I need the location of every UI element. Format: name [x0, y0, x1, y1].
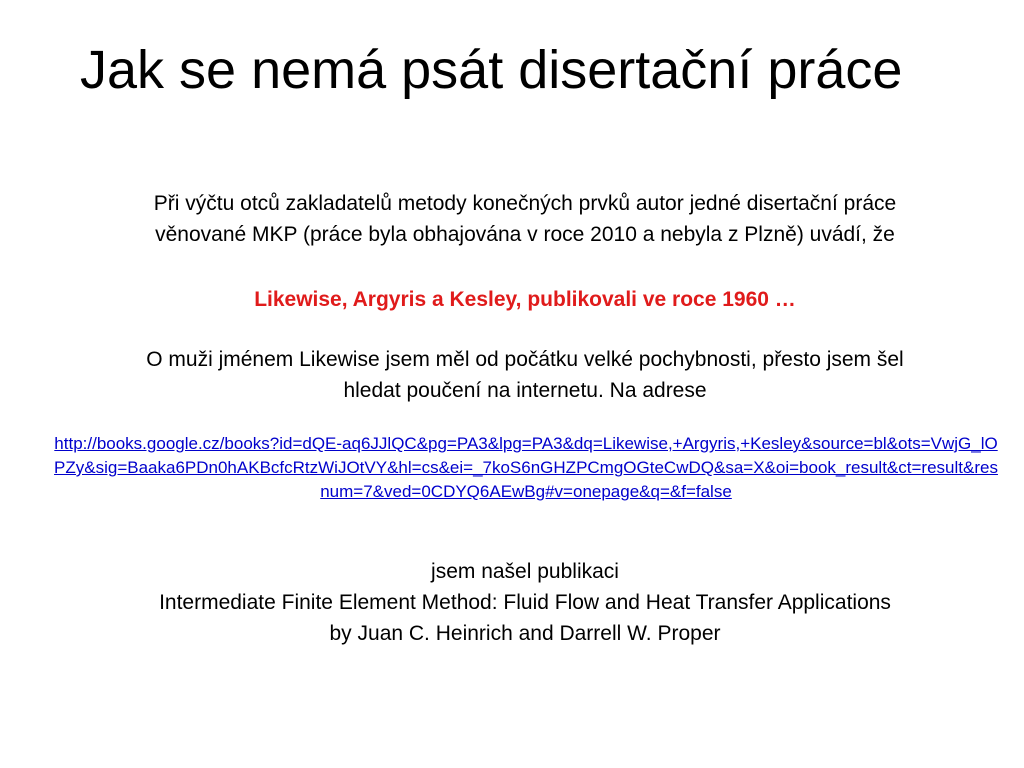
publication-authors: by Juan C. Heinrich and Darrell W. Proper — [329, 622, 721, 645]
publication-paragraph — [40, 556, 1010, 649]
intro-paragraph — [40, 188, 1010, 250]
found-line-1: jsem našel publikaci — [431, 560, 619, 583]
intro-line-1: Při výčtu otců zakladatelů metody konečných prvků autor jedné disertační práce — [153, 192, 897, 215]
intro-line-2: věnované MKP (práce byla obhajována v roce 2010 a nebyla z Plzně) uvádí, že — [155, 223, 895, 246]
quoted-citation: Likewise, Argyris a Kesley, publikovali ve roce 1960 … — [254, 288, 796, 311]
doubt-line-1: O muži jménem Likewise jsem měl od počátku velké pochybnosti, přesto jsem šel — [146, 348, 904, 371]
doubt-line-2: hledat poučení na internetu. Na adrese — [343, 379, 707, 402]
google-books-link[interactable]: http://books.google.cz/books?id=dQE-aq6JJlQC&pg=PA3&lpg=PA3&dq=Likewise,+Argyris,+Kesley&source=bl&ots=VwjG_lOPZy&sig=Baaka6PDn0hAKBcfcRtzWiJOtVY&hl=cs&ei=_7koS6nGHZPCmgOGteCwDQ&sa=X&oi=book_result&ct=result&resnum=7&ved=0CDYQ6AEwBg#v=onepage&q=&f=false — [54, 434, 998, 501]
link-container — [52, 432, 1000, 504]
slide-title: Jak se nemá psát disertační práce — [80, 40, 903, 100]
publication-title: Intermediate Finite Element Method: Fluid Flow and Heat Transfer Applications — [159, 591, 891, 614]
doubt-paragraph — [40, 344, 1010, 406]
